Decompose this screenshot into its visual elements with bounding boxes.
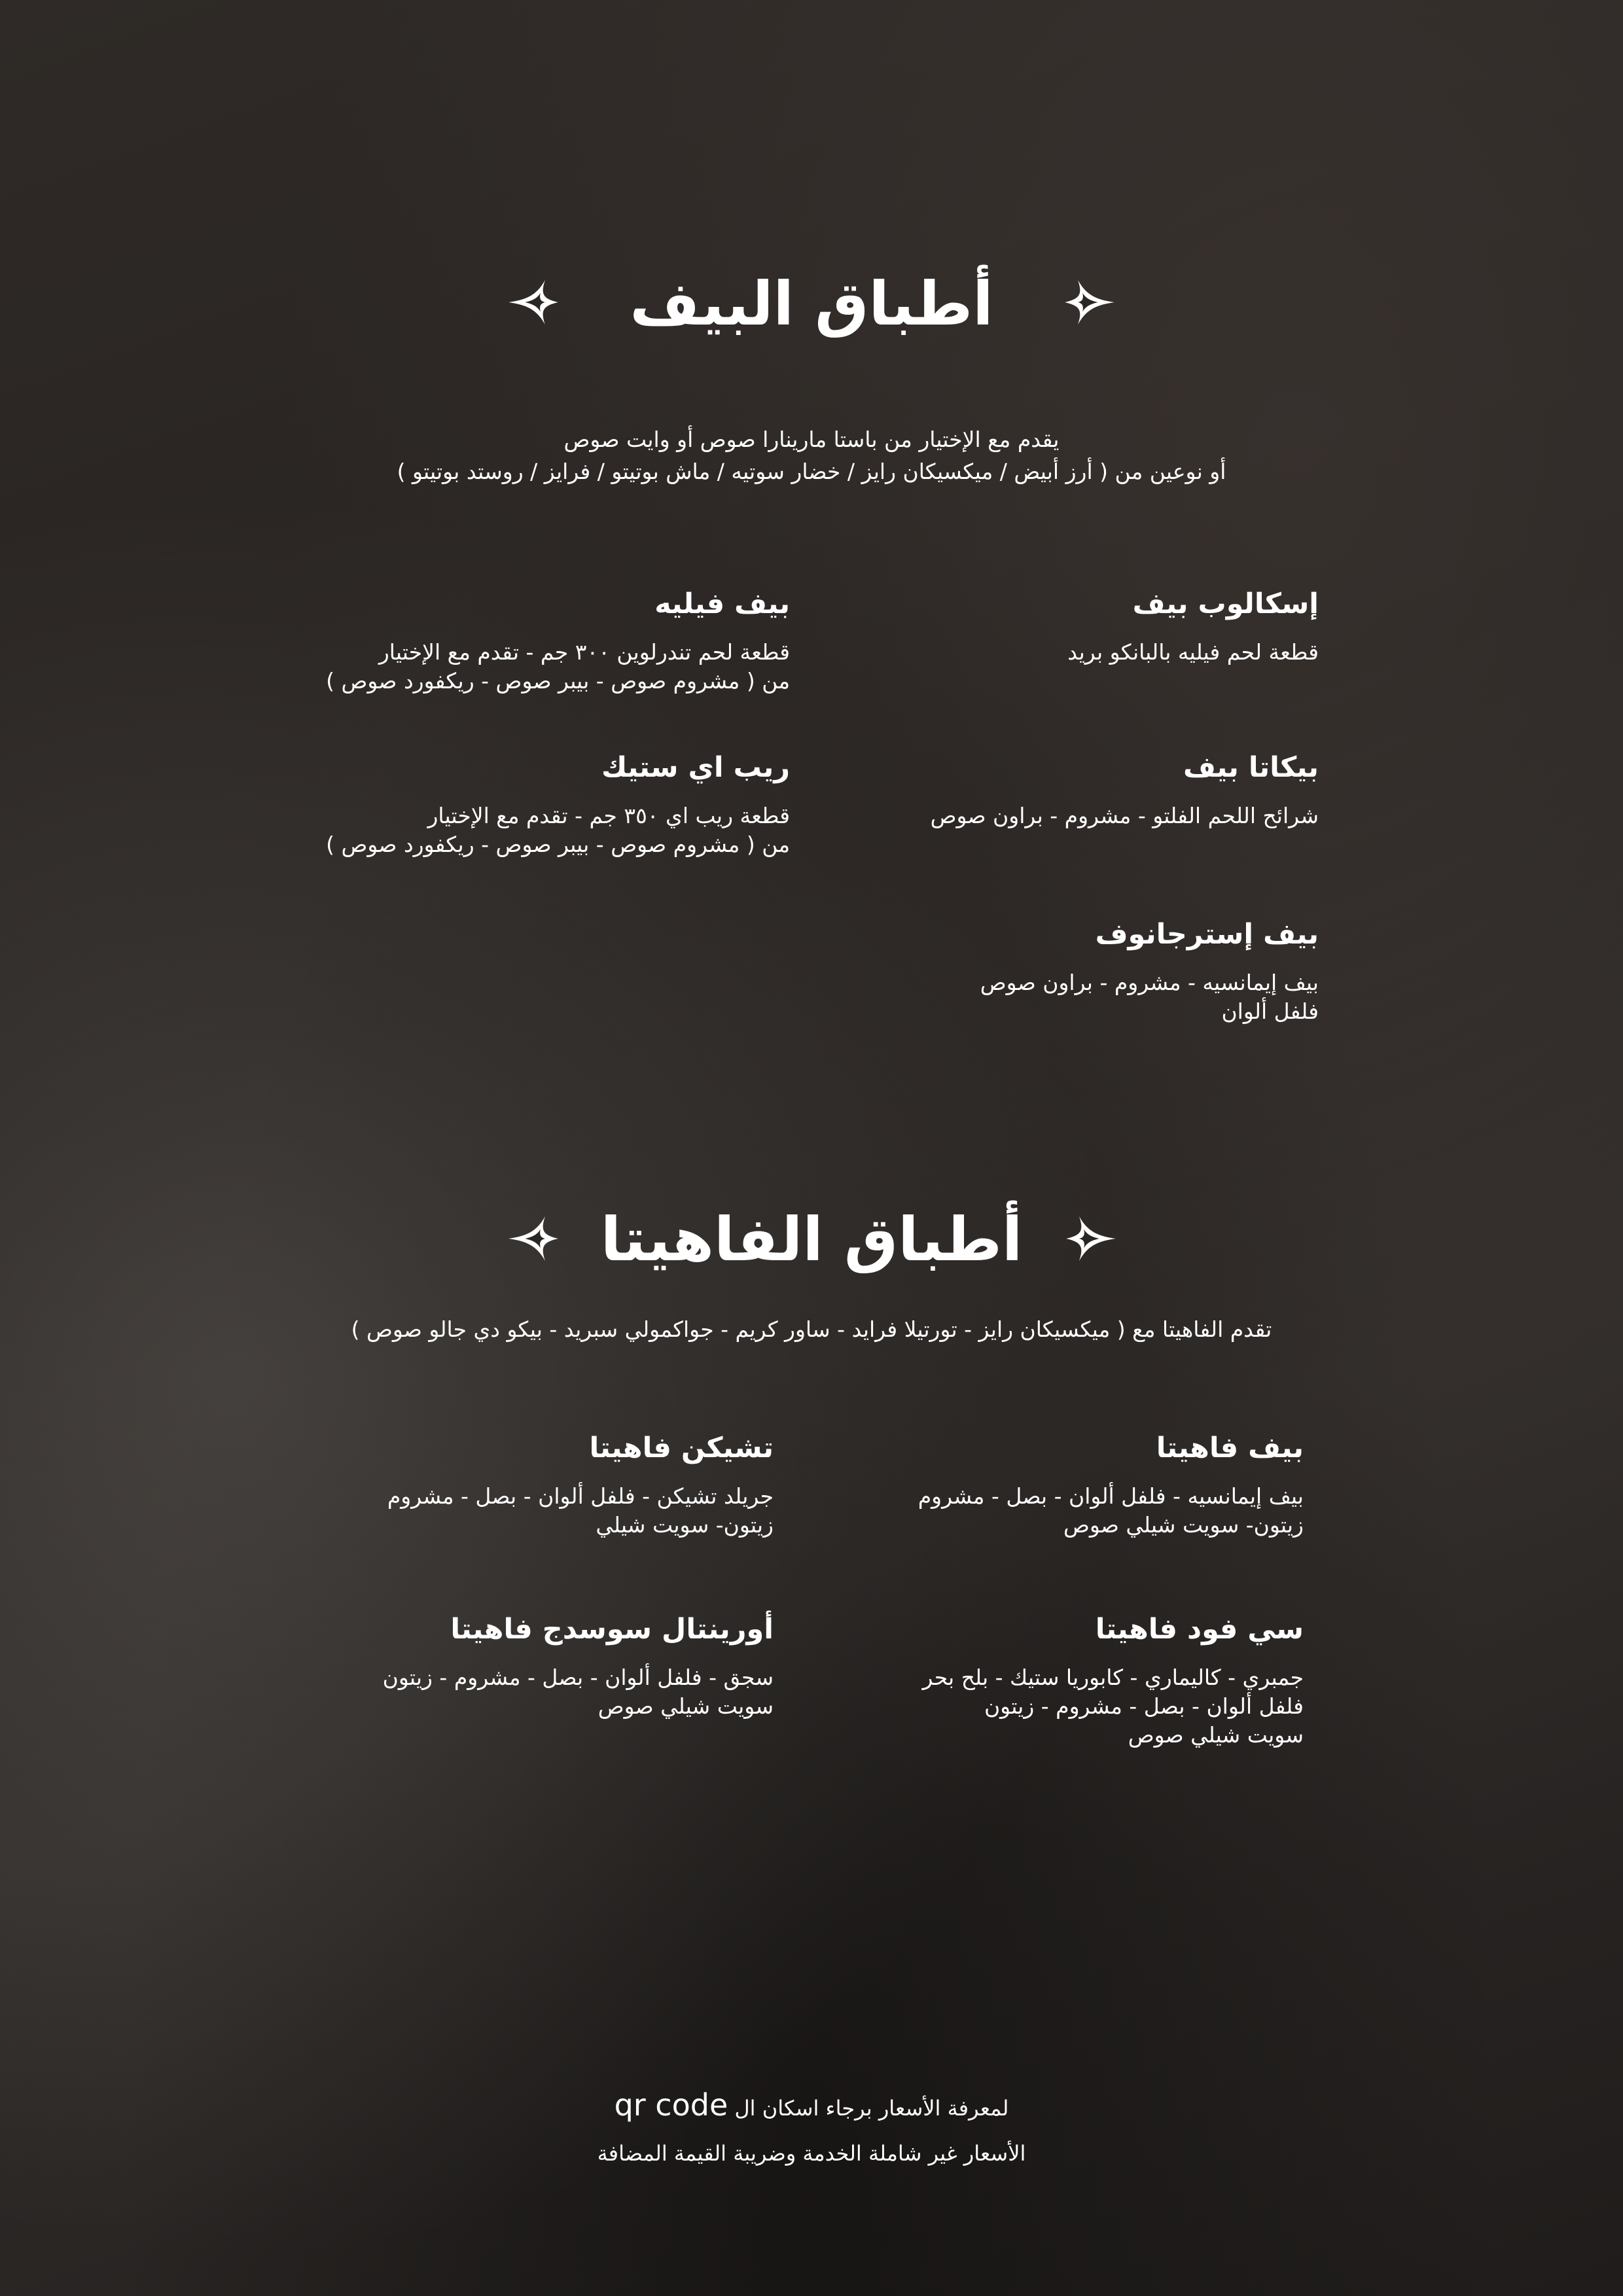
fleur-ornament-icon-right [1060, 273, 1119, 332]
fajita-section-title: أطباق الفاهيتا [600, 1205, 1023, 1275]
beef-intro-line-2: أو نوعين من ( أرز أبيض / ميكسيكان رايز / خضار سوتيه / ماش بوتيتو / فرايز / روستد بوتيتو ) [397, 459, 1226, 484]
menu-item-beef-piccata [795, 749, 1319, 830]
tax-note: الأسعار غير شاملة الخدمة وضريبة القيمة المضافة [597, 2141, 1026, 2166]
item-title: تشيكن فاهيتا [589, 1432, 774, 1464]
item-title: سي فود فاهيتا [1095, 1613, 1304, 1646]
qr-price-note [0, 2087, 1623, 2123]
menu-item-seafood-fajita [780, 1611, 1304, 1750]
item-description: شرائح اللحم الفلتو - مشروم - براون صوص [930, 803, 1319, 828]
item-title: ريب اي ستيك [601, 751, 790, 784]
fleur-ornament-icon-left [504, 1209, 563, 1268]
item-description: قطعة لحم فيليه بالبانكو بريد [1067, 639, 1319, 665]
menu-item-beef-stroganoff [795, 916, 1319, 1026]
item-description: جريلد تشيكن - فلفل ألوان - بصل - مشروم زيتون- سويت شيلي [387, 1483, 774, 1538]
qr-note-text: لمعرفة الأسعار برجاء اسكان ال [734, 2096, 1009, 2121]
item-description: جمبري - كاليماري - كابوريا ستيك - بلح بحر فلفل ألوان - بصل - مشروم - زيتون سويت شيلي صوص [922, 1665, 1304, 1748]
item-description: قطعة لحم تندرلوين ٣٠٠ جم - تقدم مع الإختيار من ( مشروم صوص - بيبر صوص - ريكفورد صوص ) [326, 639, 790, 694]
menu-item-ribeye-steak [201, 749, 790, 859]
beef-header [497, 258, 1126, 350]
menu-item-beef-fajita [780, 1430, 1304, 1540]
qr-code-label: qr code [614, 2087, 728, 2123]
item-title: إسكالوب بيف [1132, 588, 1319, 620]
menu-item-chicken-fajita [250, 1430, 774, 1540]
beef-intro-line-1: يقدم مع الإختيار من باستا مارينارا صوص أو وايت صوص [563, 427, 1060, 452]
fleur-ornament-icon-left [504, 273, 563, 332]
item-description: سجق - فلفل ألوان - بصل - مشروم - زيتون سويت شيلي صوص [382, 1665, 774, 1719]
fleur-ornament-icon-right [1061, 1209, 1120, 1268]
fajita-intro: تقدم الفاهيتا مع ( ميكسيكان رايز - تورتيلا فرايد - ساور كريم - جواكمولي سبريد - بيكو دي جالو صوص ) [351, 1316, 1272, 1342]
item-description: قطعة ريب اي ٣٥٠ جم - تقدم مع الإختيار من ( مشروم صوص - بيبر صوص - ريكفورد صوص ) [326, 803, 790, 857]
item-title: بيف إسترجانوف [1095, 918, 1319, 951]
beef-section-title: أطباق البيف [630, 269, 993, 339]
fajita-header [497, 1191, 1126, 1282]
item-title: بيكاتا بيف [1183, 751, 1319, 784]
menu-item-beef-fillet [201, 586, 790, 696]
item-title: أورينتال سوسدج فاهيتا [450, 1613, 774, 1646]
menu-item-oriental-sausage-fajita [250, 1611, 774, 1721]
item-description: بيف إيمانسيه - مشروم - براون صوص فلفل ألوان [980, 970, 1319, 1024]
item-title: بيف فيليه [654, 588, 790, 620]
item-title: بيف فاهيتا [1156, 1432, 1304, 1464]
menu-item-escalope-beef [795, 586, 1319, 667]
item-description: بيف إيمانسيه - فلفل ألوان - بصل - مشروم زيتون- سويت شيلي صوص [918, 1483, 1304, 1538]
